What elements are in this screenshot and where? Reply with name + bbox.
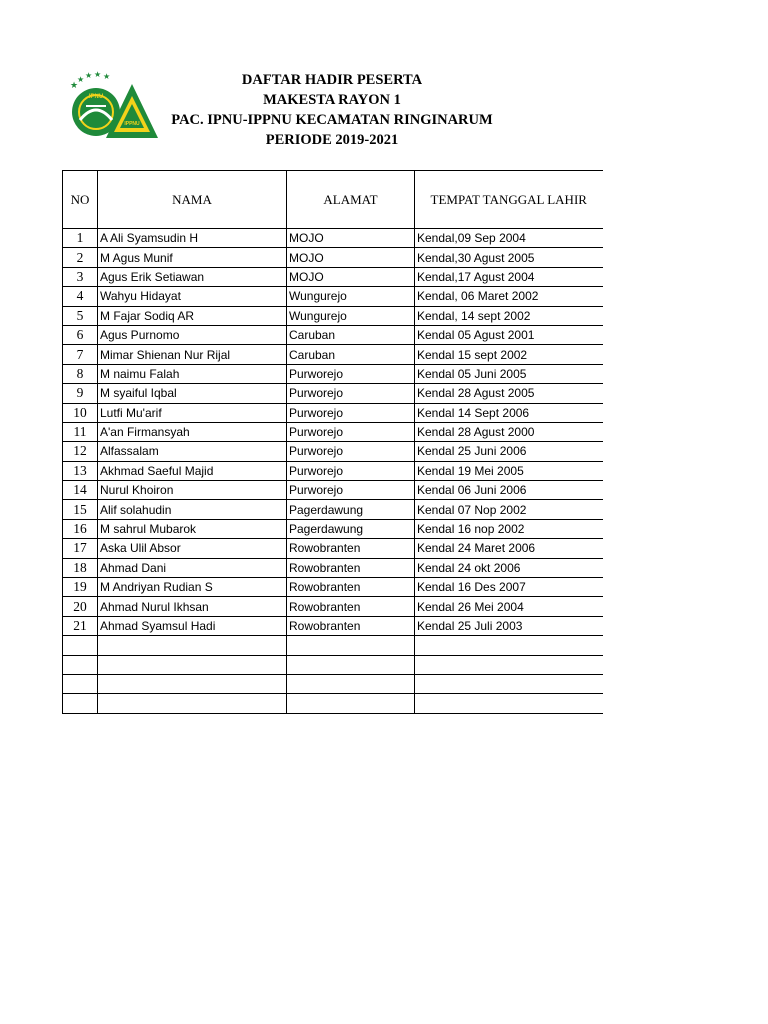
cell-no: 1 [63,229,98,248]
cell-no: 21 [63,616,98,635]
cell-no: 18 [63,558,98,577]
cell-ttl: Kendal 26 Mei 2004 [415,597,603,616]
cell-no [63,694,98,713]
cell-no: 5 [63,306,98,325]
cell-no: 7 [63,345,98,364]
cell-ttl: Kendal,09 Sep 2004 [415,229,603,248]
cell-no: 17 [63,539,98,558]
svg-text:★: ★ [70,80,79,90]
cell-alamat: Pagerdawung [287,519,415,538]
cell-ttl: Kendal 07 Nop 2002 [415,500,603,519]
cell-nama: Agus Erik Setiawan [98,267,287,286]
cell-nama: Akhmad Saeful Majid [98,461,287,480]
table-body [63,229,603,714]
cell-no [63,674,98,693]
cell-no: 13 [63,461,98,480]
column-header-no: NO [63,171,98,229]
svg-text:★: ★ [85,71,93,80]
cell-ttl: Kendal 24 okt 2006 [415,558,603,577]
cell-alamat [287,636,415,655]
table-row [63,655,603,674]
cell-alamat: Rowobranten [287,578,415,597]
header-event: MAKESTA RAYON 1 [263,92,401,108]
document-header [150,70,514,150]
table-row [63,325,603,344]
table-row [63,558,603,577]
table-row [63,442,603,461]
cell-nama: M Andriyan Rudian S [98,578,287,597]
header-organization: PAC. IPNU-IPPNU KECAMATAN RINGINARUM [171,112,493,128]
cell-ttl: Kendal 15 sept 2002 [415,345,603,364]
header-title: DAFTAR HADIR PESERTA [241,72,423,88]
cell-ttl [415,655,603,674]
table-row [63,597,603,616]
cell-no: 4 [63,287,98,306]
cell-nama: M Fajar Sodiq AR [98,306,287,325]
cell-alamat: Caruban [287,345,415,364]
cell-ttl: Kendal 16 nop 2002 [415,519,603,538]
table-header-row [63,171,603,229]
cell-alamat [287,655,415,674]
cell-nama [98,636,287,655]
cell-ttl: Kendal 28 Agust 2005 [415,384,603,403]
cell-ttl: Kendal 14 Sept 2006 [415,403,603,422]
table-row [63,539,603,558]
cell-ttl: Kendal 05 Juni 2005 [415,364,603,383]
cell-alamat: MOJO [287,248,415,267]
cell-ttl: Kendal,17 Agust 2004 [415,267,603,286]
column-header-nama: NAMA [98,171,287,229]
cell-nama: Ahmad Syamsul Hadi [98,616,287,635]
table-row [63,481,603,500]
cell-alamat [287,674,415,693]
cell-no: 14 [63,481,98,500]
cell-ttl [415,674,603,693]
cell-no: 19 [63,578,98,597]
table-row [63,229,603,248]
table-row [63,519,603,538]
cell-alamat: Rowobranten [287,597,415,616]
cell-alamat: MOJO [287,267,415,286]
cell-nama: M Agus Munif [98,248,287,267]
table-row [63,306,603,325]
cell-nama [98,674,287,693]
cell-no: 15 [63,500,98,519]
cell-no: 2 [63,248,98,267]
cell-nama: Alfassalam [98,442,287,461]
cell-nama: M sahrul Mubarok [98,519,287,538]
column-header-ttl: TEMPAT TANGGAL LAHIR [415,171,603,229]
cell-no: 9 [63,384,98,403]
cell-ttl [415,694,603,713]
cell-no: 12 [63,442,98,461]
cell-alamat: Wungurejo [287,287,415,306]
column-header-alamat: ALAMAT [287,171,415,229]
cell-no: 10 [63,403,98,422]
cell-alamat: MOJO [287,229,415,248]
table-row [63,403,603,422]
cell-nama: A Ali Syamsudin H [98,229,287,248]
table-row [63,384,603,403]
table-row [63,248,603,267]
cell-ttl: Kendal 19 Mei 2005 [415,461,603,480]
table-row [63,500,603,519]
cell-alamat [287,694,415,713]
svg-text:★: ★ [103,72,111,81]
cell-nama: Ahmad Nurul Ikhsan [98,597,287,616]
cell-ttl [415,636,603,655]
cell-nama: Aska Ulil Absor [98,539,287,558]
cell-ttl: Kendal 28 Agust 2000 [415,422,603,441]
cell-nama [98,694,287,713]
table-row [63,345,603,364]
cell-nama: Agus Purnomo [98,325,287,344]
cell-ttl: Kendal,30 Agust 2005 [415,248,603,267]
cell-ttl: Kendal 16 Des 2007 [415,578,603,597]
cell-nama [98,655,287,674]
cell-alamat: Purworejo [287,364,415,383]
table-row [63,694,603,713]
cell-alamat: Wungurejo [287,306,415,325]
cell-alamat: Caruban [287,325,415,344]
cell-no: 11 [63,422,98,441]
table-row [63,674,603,693]
attendance-table [62,170,603,714]
cell-no: 20 [63,597,98,616]
cell-no [63,655,98,674]
ippnu-logo-text: IPPNU [124,121,140,127]
cell-no [63,636,98,655]
table-row [63,461,603,480]
cell-nama: Nurul Khoiron [98,481,287,500]
cell-nama: M naimu Falah [98,364,287,383]
cell-nama: A'an Firmansyah [98,422,287,441]
cell-nama: Wahyu Hidayat [98,287,287,306]
cell-no: 8 [63,364,98,383]
cell-alamat: Rowobranten [287,539,415,558]
cell-alamat: Rowobranten [287,558,415,577]
cell-no: 16 [63,519,98,538]
ipnu-logo-text: IPNU [88,94,104,100]
table-row [63,422,603,441]
cell-nama: Ahmad Dani [98,558,287,577]
cell-alamat: Purworejo [287,481,415,500]
cell-alamat: Rowobranten [287,616,415,635]
table-row [63,636,603,655]
cell-no: 6 [63,325,98,344]
cell-alamat: Purworejo [287,461,415,480]
cell-no: 3 [63,267,98,286]
cell-nama: Lutfi Mu'arif [98,403,287,422]
organization-logos [66,70,158,140]
cell-ttl: Kendal, 14 sept 2002 [415,306,603,325]
cell-alamat: Pagerdawung [287,500,415,519]
cell-alamat: Purworejo [287,422,415,441]
table-row [63,287,603,306]
cell-nama: M syaiful Iqbal [98,384,287,403]
svg-text:★: ★ [94,70,102,79]
table-row [63,578,603,597]
cell-ttl: Kendal 05 Agust 2001 [415,325,603,344]
cell-ttl: Kendal, 06 Maret 2002 [415,287,603,306]
cell-ttl: Kendal 25 Juni 2006 [415,442,603,461]
cell-ttl: Kendal 06 Juni 2006 [415,481,603,500]
table-row [63,616,603,635]
cell-nama: Alif solahudin [98,500,287,519]
table-row [63,267,603,286]
header-period: PERIODE 2019-2021 [265,132,399,148]
cell-nama: Mimar Shienan Nur Rijal [98,345,287,364]
cell-alamat: Purworejo [287,403,415,422]
cell-ttl: Kendal 24 Maret 2006 [415,539,603,558]
cell-alamat: Purworejo [287,384,415,403]
cell-ttl: Kendal 25 Juli 2003 [415,616,603,635]
svg-text:★: ★ [77,75,85,84]
cell-alamat: Purworejo [287,442,415,461]
table-row [63,364,603,383]
